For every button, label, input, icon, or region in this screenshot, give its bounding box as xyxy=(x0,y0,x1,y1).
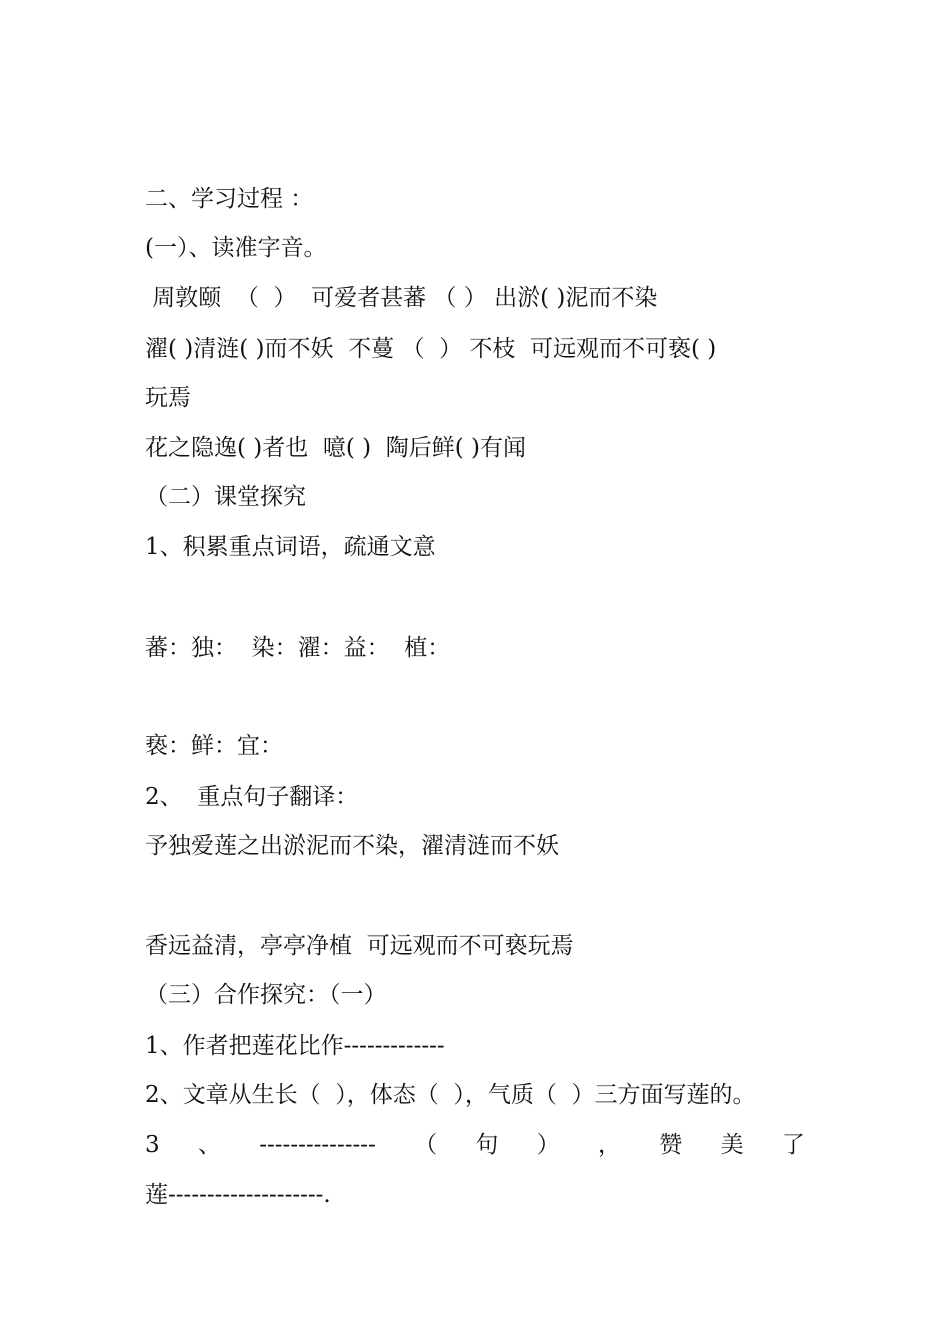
q3-zan: 赞 xyxy=(659,1132,683,1158)
pronunciation-line-2: 濯( )清涟( )而不妖 不蔓 （ ） 不枝 可远观而不可亵( ) xyxy=(145,336,717,362)
q3-comma: ， xyxy=(598,1132,621,1158)
q3-open-paren: （ xyxy=(414,1132,438,1158)
question-2: 2、文章从生长（ ），体态（ ），气质（ ）三方面写莲的。 xyxy=(145,1082,756,1108)
vocab-line-1: 蕃：独： 染：濯：益： 植： xyxy=(145,635,451,661)
q3-separator: 、 xyxy=(197,1132,221,1158)
pronunciation-line-1: 周敦颐 （ ） 可爱者甚蕃 （ ） 出淤( )泥而不染 xyxy=(145,285,658,311)
item-1-title: 1、积累重点词语，疏通文意 xyxy=(145,534,436,560)
section-two-title: 二、学习过程 ： xyxy=(145,186,314,212)
part-three-title: （三）合作探究：（一） xyxy=(145,982,387,1008)
q3-le: 了 xyxy=(781,1132,805,1158)
q3-mei: 美 xyxy=(720,1132,744,1158)
vocab-line-2: 亵：鲜：宜： xyxy=(145,733,283,759)
question-3 xyxy=(145,1130,805,1160)
q3-ju: 句 xyxy=(475,1132,499,1158)
sentence-1: 予独爱莲之出淤泥而不染，濯清涟而不妖 xyxy=(145,833,559,859)
item-2-title: 2、 重点句子翻译： xyxy=(145,784,359,810)
pronunciation-line-3: 花之隐逸( )者也 噫( ) 陶后鲜( )有闻 xyxy=(145,435,527,461)
sentence-2: 香远益清，亭亭净植 可远观而不可亵玩焉 xyxy=(145,933,574,959)
question-1: 1、作者把莲花比作------------- xyxy=(145,1033,445,1059)
q3-blank: --------------- xyxy=(259,1132,376,1158)
question-3-continued: 莲--------------------. xyxy=(145,1182,331,1208)
pronunciation-line-2-continued: 玩焉 xyxy=(145,385,191,411)
part-one-title: (一）、读准字音。 xyxy=(145,235,327,261)
part-two-title: （二）课堂探究 xyxy=(145,484,306,510)
q3-close-paren: ） xyxy=(536,1132,560,1158)
q3-number: 3 xyxy=(145,1132,160,1158)
